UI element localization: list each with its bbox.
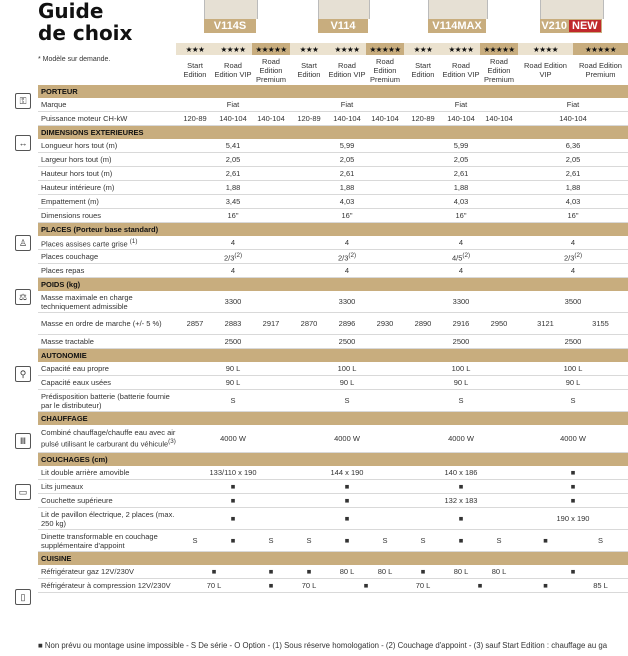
stars: ★★★	[404, 43, 442, 55]
row-label: AUTONOMIE	[38, 349, 628, 363]
table-cell: 4000 W	[290, 425, 404, 453]
table-cell: 3500	[518, 291, 628, 313]
edition-label: Start Edition	[183, 61, 207, 79]
table-cell: 100 L	[518, 362, 628, 376]
table-cell: ■	[518, 565, 628, 579]
new-badge: NEW	[569, 20, 601, 32]
table-cell: 2500	[404, 335, 518, 349]
row-label: Réfrigérateur gaz 12V/230V	[38, 565, 176, 579]
table-cell: ■	[518, 579, 573, 593]
row-label: Hauteur hors tout (m)	[38, 167, 176, 181]
table-cell: 2500	[518, 335, 628, 349]
table-cell: 4	[404, 264, 518, 278]
model-tab-v114max: V114MAX	[428, 19, 486, 33]
row-label: Masse en ordre de marche (+/- 5 %)	[38, 313, 176, 335]
table-cell: 2883	[214, 313, 252, 335]
table-cell: 140-104	[480, 112, 518, 126]
table-cell: ■	[442, 579, 518, 593]
stars: ★★★★	[518, 43, 573, 55]
table-cell: ■	[518, 466, 628, 480]
row-label: Combiné chauffage/chauffe eau avec air pulsé utilisant le carburant du véhicule$^{(3)}$	[38, 425, 176, 453]
table-cell: Fiat	[290, 98, 404, 112]
model-note: * Modèle sur demande.	[38, 56, 111, 63]
table-cell: 1,88	[290, 181, 404, 195]
table-cell: 16"	[518, 209, 628, 223]
table-row	[38, 390, 628, 412]
stars: ★★★★	[442, 43, 480, 55]
edition-label: Start Edition	[297, 61, 321, 79]
table-cell: Fiat	[518, 98, 628, 112]
row-label: Empattement (m)	[38, 195, 176, 209]
table-cell: 2,61	[518, 167, 628, 181]
bed-icon: ▭	[15, 484, 31, 500]
table-row	[38, 425, 628, 453]
section-chauffage	[38, 412, 628, 426]
table-cell: 2,61	[290, 167, 404, 181]
table-cell: 16"	[176, 209, 290, 223]
table-row	[38, 181, 628, 195]
row-label: Largeur hors tout (m)	[38, 153, 176, 167]
row-label: Capacité eaux usées	[38, 376, 176, 390]
table-cell: 4	[518, 264, 628, 278]
table-cell: 2857	[176, 313, 214, 335]
table-cell: S	[176, 530, 214, 552]
table-cell: Fiat	[176, 98, 290, 112]
table-cell: 2917	[252, 313, 290, 335]
stars: ★★★	[176, 43, 214, 55]
table-cell: 80 L	[328, 565, 366, 579]
row-label: DIMENSIONS EXTERIEURES	[38, 126, 628, 140]
table-cell: S	[480, 530, 518, 552]
table-cell: 1,88	[518, 181, 628, 195]
section-dimensions	[38, 126, 628, 140]
table-cell: ■	[404, 508, 518, 530]
table-cell: 5,41	[176, 139, 290, 153]
table-cell: ■	[404, 480, 518, 494]
radiator-icon: Ⅲ	[15, 433, 31, 449]
table-cell: S	[366, 530, 404, 552]
table-cell: S	[252, 530, 290, 552]
row-label: Lit double arrière amovible	[38, 466, 176, 480]
edition-label: Road Edition VIP	[214, 61, 252, 79]
table-row	[38, 139, 628, 153]
table-row	[38, 508, 628, 530]
edition-label: Road Edition Premium	[483, 56, 514, 84]
section-couchages	[38, 453, 628, 467]
row-label: Masse tractable	[38, 335, 176, 349]
faucet-icon: ⚲	[15, 366, 31, 382]
table-cell: 4,03	[290, 195, 404, 209]
table-cell: 85 L	[573, 579, 628, 593]
row-label: Marque	[38, 98, 176, 112]
editions-row	[38, 55, 628, 85]
table-cell: 4,03	[404, 195, 518, 209]
table-row	[38, 565, 628, 579]
seat-icon: ♙	[15, 235, 31, 251]
table-cell: 2,61	[404, 167, 518, 181]
table-cell: 100 L	[404, 362, 518, 376]
edition-label: Road Edition Premium	[579, 61, 622, 79]
table-cell: 2/3$^{(2)}$	[176, 250, 290, 264]
row-label: Places assises carte grise $^{(1)}$	[38, 236, 176, 250]
table-cell: 1,88	[404, 181, 518, 195]
row-label: Masse maximale en charge techniquement admissible	[38, 291, 176, 313]
table-cell: 3300	[290, 291, 404, 313]
vehicle-image-v114s	[204, 0, 258, 19]
table-cell: 2,05	[176, 153, 290, 167]
table-row	[38, 209, 628, 223]
section-porteur	[38, 85, 628, 98]
table-cell: 140-104	[214, 112, 252, 126]
weight-icon: ⚖	[15, 289, 31, 305]
table-row	[38, 494, 628, 508]
row-label: Réfrigérateur à compression 12V/230V	[38, 579, 176, 593]
table-cell: 2890	[404, 313, 442, 335]
row-label: Lits jumeaux	[38, 480, 176, 494]
table-cell: ■	[252, 565, 290, 579]
table-cell: 80 L	[366, 565, 404, 579]
table-row	[38, 530, 628, 552]
table-row	[38, 313, 628, 335]
table-cell: ■	[518, 480, 628, 494]
table-cell: 4	[518, 236, 628, 250]
table-cell: 140 x 186	[404, 466, 518, 480]
row-label: Puissance moteur CH-kW	[38, 112, 176, 126]
table-row	[38, 480, 628, 494]
table-cell: S	[518, 390, 628, 412]
table-row	[38, 362, 628, 376]
table-cell: ■	[214, 530, 252, 552]
table-cell: ■	[518, 494, 628, 508]
table-cell: 80 L	[480, 565, 518, 579]
table-cell: 3,45	[176, 195, 290, 209]
table-cell: 132 x 183	[404, 494, 518, 508]
table-row	[38, 264, 628, 278]
table-cell: 2916	[442, 313, 480, 335]
table-row	[38, 579, 628, 593]
model-tab-v210: V210 NEW	[540, 19, 602, 33]
model-tab-v114: V114	[318, 19, 368, 33]
table-cell: 16"	[290, 209, 404, 223]
stars-row	[38, 43, 628, 55]
table-cell: 90 L	[290, 376, 404, 390]
table-cell: ■	[176, 494, 290, 508]
table-cell: 3155	[573, 313, 628, 335]
table-cell: S	[176, 390, 290, 412]
table-cell: ■	[328, 579, 404, 593]
table-cell: ■	[176, 565, 252, 579]
row-label: Places repas	[38, 264, 176, 278]
section-autonomie	[38, 349, 628, 363]
table-cell: 80 L	[442, 565, 480, 579]
edition-label: Road Edition VIP	[524, 61, 567, 79]
table-cell: S	[404, 530, 442, 552]
table-cell: S	[290, 530, 328, 552]
table-cell: 90 L	[404, 376, 518, 390]
table-cell: 2500	[176, 335, 290, 349]
page-title: Guide de choix	[38, 0, 133, 45]
table-cell: ■	[518, 530, 573, 552]
table-cell: 4	[404, 236, 518, 250]
table-cell: 4000 W	[518, 425, 628, 453]
table-cell: 120-89	[290, 112, 328, 126]
table-cell	[38, 55, 176, 85]
section-places	[38, 223, 628, 237]
table-cell: S	[573, 530, 628, 552]
row-label: CHAUFFAGE	[38, 412, 628, 426]
stars: ★★★★	[328, 43, 366, 55]
table-cell: 5,99	[290, 139, 404, 153]
table-cell: 120-89	[404, 112, 442, 126]
ruler-icon: ↔	[15, 135, 31, 151]
table-cell: 140-104	[442, 112, 480, 126]
comparison-table	[38, 43, 628, 593]
vehicle-image-v114max	[428, 0, 488, 19]
table-cell: S	[404, 390, 518, 412]
row-label: PLACES (Porteur base standard)	[38, 223, 628, 237]
table-cell: ■	[290, 480, 404, 494]
table-cell: 4000 W	[404, 425, 518, 453]
table-cell: 2500	[290, 335, 404, 349]
table-cell: 4/5$^{(2)}$	[404, 250, 518, 264]
table-cell: 4,03	[518, 195, 628, 209]
table-cell: 2,05	[518, 153, 628, 167]
table-cell: 140-104	[252, 112, 290, 126]
table-cell: S	[290, 390, 404, 412]
table-cell: 4	[176, 236, 290, 250]
row-label: Capacité eau propre	[38, 362, 176, 376]
table-row	[38, 466, 628, 480]
table-row	[38, 335, 628, 349]
key-icon: ⚿	[15, 93, 31, 109]
table-cell: 3121	[518, 313, 573, 335]
table-row	[38, 153, 628, 167]
table-cell: 100 L	[290, 362, 404, 376]
table-cell: 70 L	[176, 579, 252, 593]
table-cell: 2870	[290, 313, 328, 335]
table-cell: 70 L	[404, 579, 442, 593]
table-cell: 120-89	[176, 112, 214, 126]
table-cell: 16"	[404, 209, 518, 223]
row-label: PORTEUR	[38, 85, 628, 98]
table-cell: Fiat	[404, 98, 518, 112]
section-poids	[38, 278, 628, 292]
table-row	[38, 112, 628, 126]
stars: ★★★★	[214, 43, 252, 55]
table-cell: 4	[290, 236, 404, 250]
table-row	[38, 195, 628, 209]
stars: ★★★★★	[252, 43, 290, 55]
table-cell: 4	[290, 264, 404, 278]
table-cell: ■	[290, 494, 404, 508]
table-cell: 140-104	[366, 112, 404, 126]
stars: ★★★★★	[366, 43, 404, 55]
table-cell: ■	[290, 508, 404, 530]
table-cell: 2950	[480, 313, 518, 335]
table-cell: 2/3$^{(2)}$	[290, 250, 404, 264]
table-cell: ■	[404, 565, 442, 579]
table-cell: 2,05	[404, 153, 518, 167]
table-cell: 2,05	[290, 153, 404, 167]
row-label: Dinette transformable en couchage supplémentaire d'appoint	[38, 530, 176, 552]
edition-label: Road Edition VIP	[328, 61, 366, 79]
table-cell	[38, 43, 176, 55]
row-label: Longueur hors tout (m)	[38, 139, 176, 153]
table-cell: ■	[328, 530, 366, 552]
table-row	[38, 98, 628, 112]
edition-label: Start Edition	[411, 61, 435, 79]
table-row	[38, 376, 628, 390]
table-cell: 90 L	[176, 362, 290, 376]
table-cell: 3300	[404, 291, 518, 313]
row-label: Prédisposition batterie (batterie fournie par le distributeur)	[38, 390, 176, 412]
row-label: POIDS (kg)	[38, 278, 628, 292]
table-cell: ■	[176, 480, 290, 494]
fridge-icon: ▯	[15, 589, 31, 605]
stars: ★★★★★	[573, 43, 628, 55]
table-row	[38, 250, 628, 264]
table-cell: 6,36	[518, 139, 628, 153]
table-cell: 4000 W	[176, 425, 290, 453]
table-cell: 144 x 190	[290, 466, 404, 480]
stars: ★★★★★	[480, 43, 518, 55]
row-label: Places couchage	[38, 250, 176, 264]
table-cell: 1,88	[176, 181, 290, 195]
vehicle-image-v210	[540, 0, 604, 19]
row-label: CUISINE	[38, 552, 628, 566]
stars: ★★★	[290, 43, 328, 55]
table-cell: 140-104	[518, 112, 628, 126]
row-label: Hauteur intérieure (m)	[38, 181, 176, 195]
table-cell: 4	[176, 264, 290, 278]
table-cell: 2,61	[176, 167, 290, 181]
table-cell: ■	[442, 530, 480, 552]
row-label: Lit de pavillon électrique, 2 places (max. 250 kg)	[38, 508, 176, 530]
table-cell: 70 L	[290, 579, 328, 593]
row-label: Dimensions roues	[38, 209, 176, 223]
table-cell: 190 x 190	[518, 508, 628, 530]
vehicle-image-v114	[318, 0, 370, 19]
section-cuisine	[38, 552, 628, 566]
table-cell: ■	[252, 579, 290, 593]
table-row	[38, 291, 628, 313]
table-cell: ■	[290, 565, 328, 579]
table-row	[38, 167, 628, 181]
table-cell: 2930	[366, 313, 404, 335]
model-tab-v114s: V114S	[204, 19, 256, 33]
edition-label: Road Edition Premium	[369, 56, 400, 84]
table-cell: 133/110 x 190	[176, 466, 290, 480]
row-label: Couchette supérieure	[38, 494, 176, 508]
table-cell: 2/3$^{(2)}$	[518, 250, 628, 264]
footer-legend: ■ Non prévu ou montage usine impossible - S De série - O Option - (1) Sous réserve homologation - (2) Couchage d'appoint - (3) sauf Start Edition : chauffage au ga	[38, 641, 608, 650]
table-cell: 90 L	[518, 376, 628, 390]
table-cell: ■	[176, 508, 290, 530]
table-row	[38, 236, 628, 250]
table-cell: 2896	[328, 313, 366, 335]
edition-label: Road Edition Premium	[255, 56, 286, 84]
table-cell: 140-104	[328, 112, 366, 126]
table-cell: 3300	[176, 291, 290, 313]
row-label: COUCHAGES (cm)	[38, 453, 628, 467]
table-cell: 5,99	[404, 139, 518, 153]
edition-label: Road Edition VIP	[442, 61, 480, 79]
table-cell: 90 L	[176, 376, 290, 390]
